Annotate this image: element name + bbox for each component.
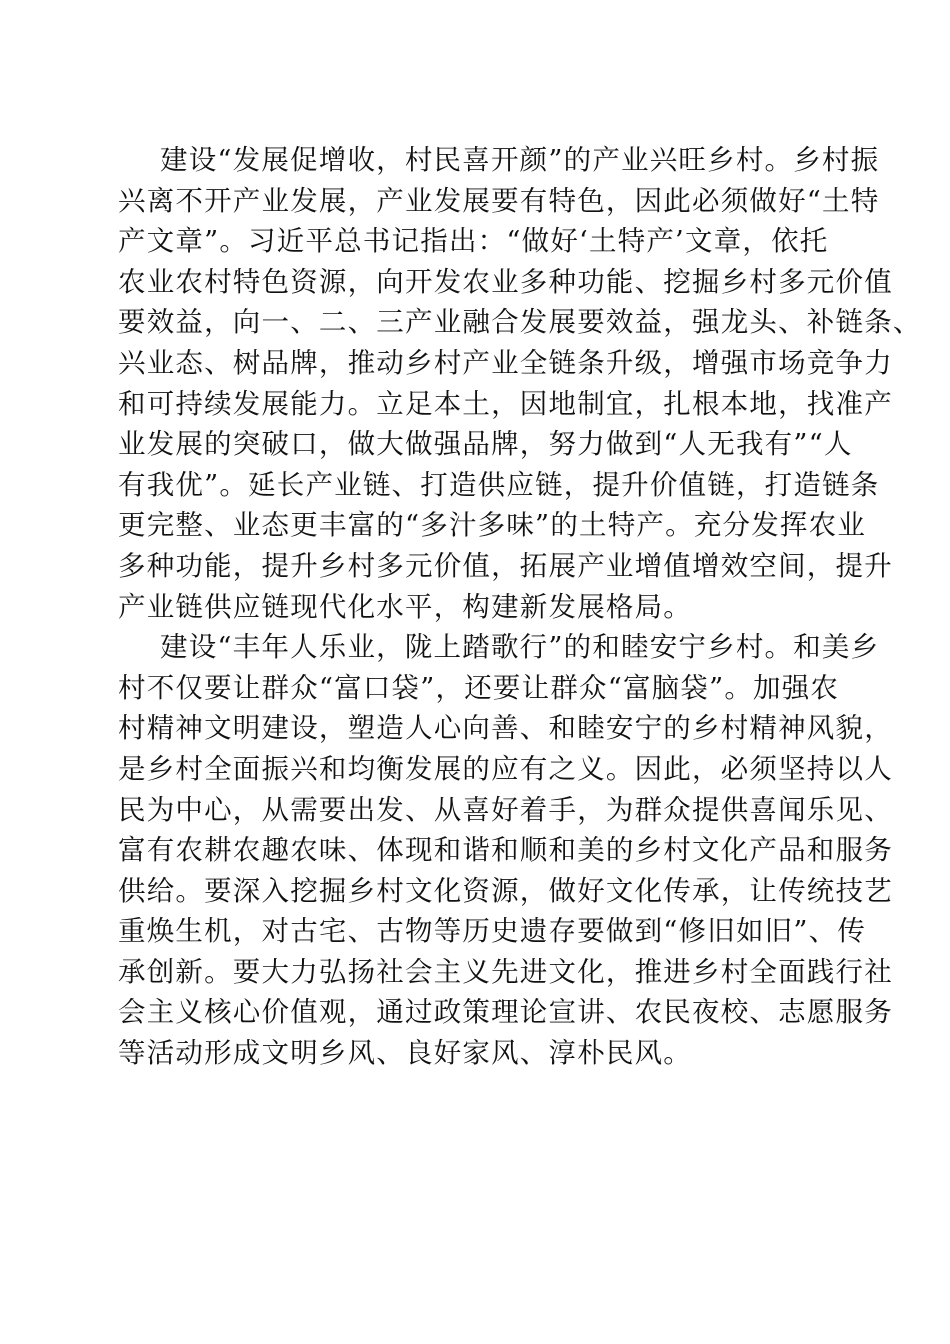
text-line: 业发展的突破口，做大做强品牌，努力做到“人无我有”“人 [118,428,853,461]
text-line: 等活动形成文明乡风、良好家风、淳朴民风。 [118,1037,692,1070]
text-line: 产文章”。习近平总书记指出：“做好‘土特产’文章，依托 [118,225,829,258]
text-line: 重焕生机，对古宅、古物等历史遗存要做到“修旧如旧”、传 [118,915,867,948]
text-line: 更完整、业态更丰富的“多汁多味”的土特产。充分发挥农业 [118,509,867,542]
text-line: 和可持续发展能力。立足本土，因地制宜，扎根本地，找准产 [118,387,893,420]
text-line: 兴业态、树品牌，推动乡村产业全链条升级，增强市场竞争力 [118,346,893,379]
text-line: 供给。要深入挖掘乡村文化资源，做好文化传承，让传统技艺 [118,874,893,907]
text-line: 有我优”。延长产业链、打造供应链，提升价值链，打造链条 [118,468,880,501]
text-line: 富有农耕农趣农味、体现和谐和顺和美的乡村文化产品和服务 [118,834,893,867]
text-line: 建设“发展促增收，村民喜开颜”的产业兴旺乡村。乡村振 [160,144,880,176]
text-line: 承创新。要大力弘扬社会主义先进文化，推进乡村全面践行社 [118,955,893,988]
text-line: 村精神文明建设，塑造人心向善、和睦安宁的乡村精神风貌， [118,712,893,745]
text-line: 产业链供应链现代化水平，构建新发展格局。 [118,590,692,623]
text-line: 是乡村全面振兴和均衡发展的应有之义。因此，必须坚持以人 [118,752,893,785]
text-line: 建设“丰年人乐业，陇上踏歌行”的和睦安宁乡村。和美乡 [160,631,880,664]
text-line: 会主义核心价值观，通过政策理论宣讲、农民夜校、志愿服务 [118,996,893,1029]
text-line: 多种功能，提升乡村多元价值，拓展产业增值增效空间，提升 [118,549,893,582]
text-line: 兴离不开产业发展，产业发展要有特色，因此必须做好“土特 [118,184,880,217]
paragraph-harmony [118,627,893,1074]
text-line: 民为中心，从需要出发、从喜好着手，为群众提供喜闻乐见、 [118,793,893,826]
document-page [118,140,922,1074]
text-line: 农业农村特色资源，向开发农业多种功能、挖掘乡村多元价值 [118,265,893,298]
text-line: 村不仅要让群众“富口袋”，还要让群众“富脑袋”。加强农 [118,671,840,704]
paragraph-industry [118,140,922,627]
text-line: 要效益，向一、二、三产业融合发展要效益，强龙头、补链条、 [118,306,922,339]
